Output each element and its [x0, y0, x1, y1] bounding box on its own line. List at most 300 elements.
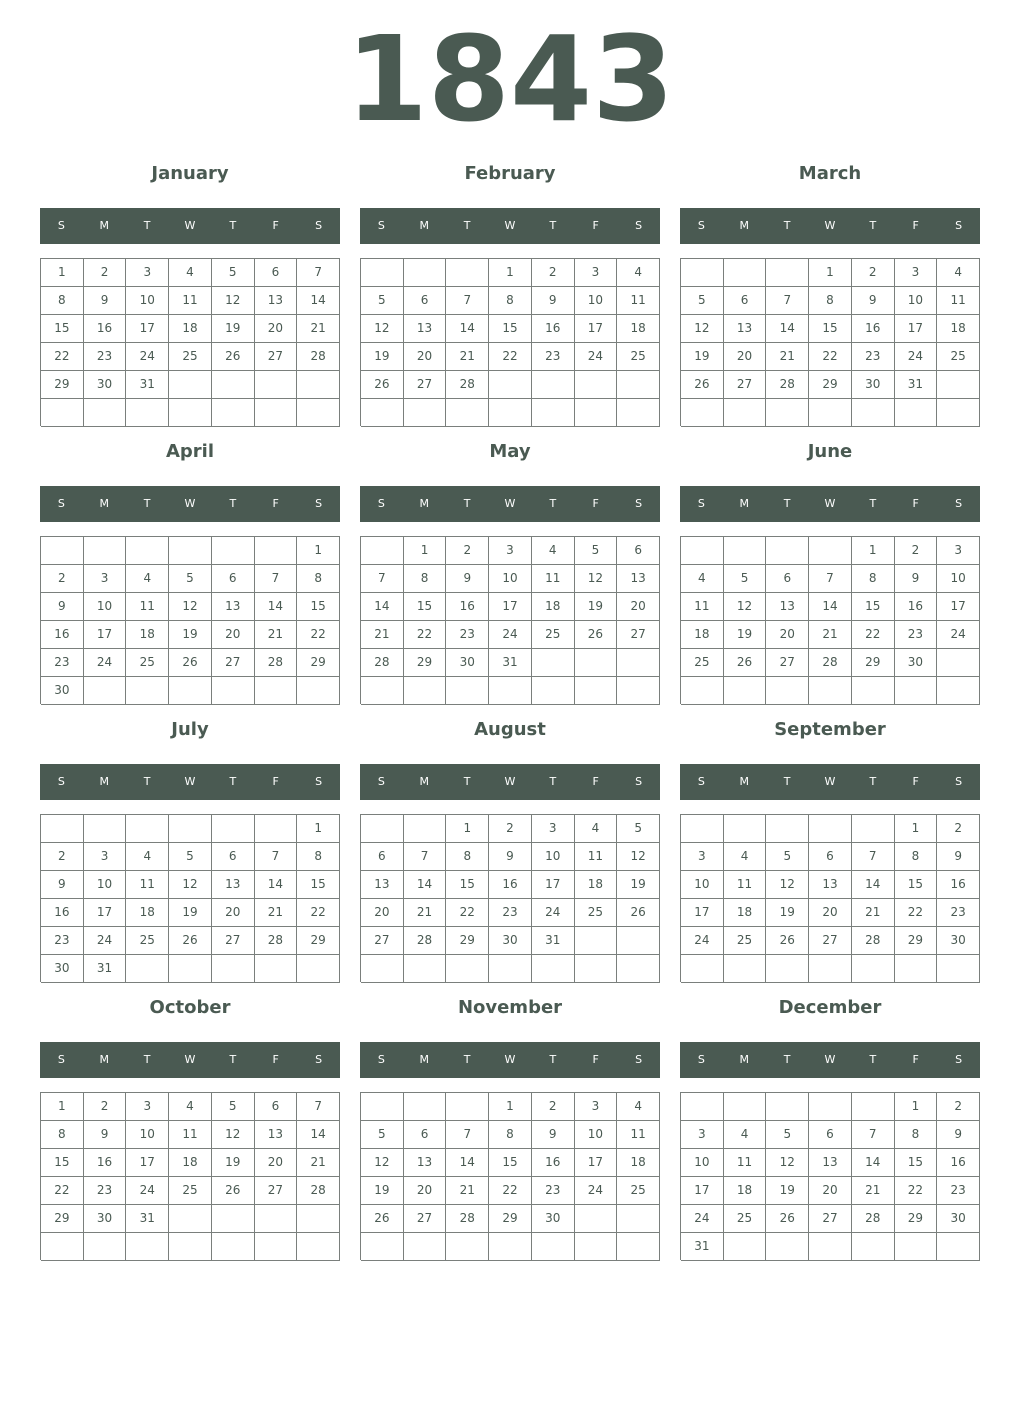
day-cell[interactable]: 4 — [126, 565, 169, 593]
day-cell[interactable]: 17 — [681, 1177, 724, 1205]
day-cell[interactable]: 21 — [404, 899, 447, 927]
day-cell[interactable]: 1 — [852, 537, 895, 565]
day-cell[interactable]: 23 — [937, 899, 980, 927]
day-cell[interactable]: 27 — [212, 927, 255, 955]
day-cell[interactable]: 27 — [212, 649, 255, 677]
day-cell[interactable]: 2 — [41, 565, 84, 593]
day-cell[interactable]: 6 — [212, 843, 255, 871]
day-cell[interactable]: 13 — [255, 1121, 298, 1149]
day-cell[interactable]: 5 — [766, 1121, 809, 1149]
day-cell[interactable]: 1 — [404, 537, 447, 565]
day-cell[interactable]: 30 — [895, 649, 938, 677]
day-cell[interactable]: 20 — [255, 1149, 298, 1177]
day-cell[interactable]: 3 — [681, 843, 724, 871]
day-cell[interactable]: 18 — [169, 1149, 212, 1177]
day-cell[interactable]: 7 — [852, 1121, 895, 1149]
day-cell[interactable]: 13 — [404, 315, 447, 343]
day-cell[interactable]: 22 — [41, 1177, 84, 1205]
day-cell[interactable]: 4 — [937, 259, 980, 287]
day-cell[interactable]: 25 — [575, 899, 618, 927]
day-cell[interactable]: 18 — [681, 621, 724, 649]
day-cell[interactable]: 6 — [724, 287, 767, 315]
day-cell[interactable]: 28 — [446, 1205, 489, 1233]
day-cell[interactable]: 23 — [895, 621, 938, 649]
day-cell[interactable]: 5 — [681, 287, 724, 315]
day-cell[interactable]: 10 — [937, 565, 980, 593]
day-cell[interactable]: 7 — [297, 1093, 340, 1121]
day-cell[interactable]: 8 — [297, 565, 340, 593]
day-cell[interactable]: 17 — [126, 315, 169, 343]
day-cell[interactable]: 8 — [297, 843, 340, 871]
day-cell[interactable]: 5 — [361, 1121, 404, 1149]
day-cell[interactable]: 18 — [532, 593, 575, 621]
day-cell[interactable]: 4 — [617, 1093, 660, 1121]
day-cell[interactable]: 24 — [126, 1177, 169, 1205]
day-cell[interactable]: 25 — [617, 1177, 660, 1205]
day-cell[interactable]: 7 — [255, 843, 298, 871]
day-cell[interactable]: 5 — [212, 1093, 255, 1121]
day-cell[interactable]: 28 — [809, 649, 852, 677]
day-cell[interactable]: 7 — [446, 1121, 489, 1149]
day-cell[interactable]: 11 — [575, 843, 618, 871]
day-cell[interactable]: 19 — [724, 621, 767, 649]
day-cell[interactable]: 6 — [404, 287, 447, 315]
day-cell[interactable]: 6 — [809, 1121, 852, 1149]
day-cell[interactable]: 31 — [681, 1233, 724, 1261]
day-cell[interactable]: 28 — [361, 649, 404, 677]
day-cell[interactable]: 1 — [809, 259, 852, 287]
day-cell[interactable]: 1 — [297, 537, 340, 565]
day-cell[interactable]: 14 — [255, 871, 298, 899]
day-cell[interactable]: 10 — [681, 1149, 724, 1177]
day-cell[interactable]: 26 — [575, 621, 618, 649]
day-cell[interactable]: 10 — [895, 287, 938, 315]
day-cell[interactable]: 9 — [895, 565, 938, 593]
day-cell[interactable]: 12 — [361, 1149, 404, 1177]
day-cell[interactable]: 3 — [532, 815, 575, 843]
day-cell[interactable]: 14 — [809, 593, 852, 621]
day-cell[interactable]: 5 — [724, 565, 767, 593]
day-cell[interactable]: 3 — [575, 1093, 618, 1121]
day-cell[interactable]: 8 — [404, 565, 447, 593]
day-cell[interactable]: 30 — [937, 927, 980, 955]
day-cell[interactable]: 14 — [446, 315, 489, 343]
day-cell[interactable]: 15 — [809, 315, 852, 343]
day-cell[interactable]: 15 — [41, 1149, 84, 1177]
day-cell[interactable]: 20 — [809, 899, 852, 927]
day-cell[interactable]: 15 — [852, 593, 895, 621]
day-cell[interactable]: 7 — [404, 843, 447, 871]
day-cell[interactable]: 27 — [809, 1205, 852, 1233]
day-cell[interactable]: 21 — [766, 343, 809, 371]
day-cell[interactable]: 24 — [126, 343, 169, 371]
day-cell[interactable]: 17 — [895, 315, 938, 343]
day-cell[interactable]: 20 — [404, 343, 447, 371]
day-cell[interactable]: 26 — [169, 649, 212, 677]
day-cell[interactable]: 8 — [895, 1121, 938, 1149]
day-cell[interactable]: 8 — [895, 843, 938, 871]
day-cell[interactable]: 9 — [84, 287, 127, 315]
day-cell[interactable]: 18 — [126, 621, 169, 649]
day-cell[interactable]: 23 — [937, 1177, 980, 1205]
day-cell[interactable]: 27 — [404, 371, 447, 399]
day-cell[interactable]: 13 — [255, 287, 298, 315]
day-cell[interactable]: 28 — [297, 1177, 340, 1205]
day-cell[interactable]: 18 — [724, 899, 767, 927]
day-cell[interactable]: 8 — [489, 1121, 532, 1149]
day-cell[interactable]: 21 — [852, 899, 895, 927]
day-cell[interactable]: 20 — [212, 899, 255, 927]
day-cell[interactable]: 24 — [575, 1177, 618, 1205]
day-cell[interactable]: 27 — [766, 649, 809, 677]
day-cell[interactable]: 26 — [212, 343, 255, 371]
day-cell[interactable]: 28 — [404, 927, 447, 955]
day-cell[interactable]: 10 — [84, 593, 127, 621]
day-cell[interactable]: 24 — [84, 927, 127, 955]
day-cell[interactable]: 26 — [766, 927, 809, 955]
day-cell[interactable]: 17 — [532, 871, 575, 899]
day-cell[interactable]: 12 — [169, 871, 212, 899]
day-cell[interactable]: 9 — [532, 1121, 575, 1149]
day-cell[interactable]: 11 — [169, 287, 212, 315]
day-cell[interactable]: 30 — [446, 649, 489, 677]
day-cell[interactable]: 21 — [852, 1177, 895, 1205]
day-cell[interactable]: 9 — [41, 871, 84, 899]
day-cell[interactable]: 24 — [489, 621, 532, 649]
day-cell[interactable]: 25 — [681, 649, 724, 677]
day-cell[interactable]: 13 — [212, 871, 255, 899]
day-cell[interactable]: 9 — [532, 287, 575, 315]
day-cell[interactable]: 17 — [937, 593, 980, 621]
day-cell[interactable]: 23 — [41, 649, 84, 677]
day-cell[interactable]: 6 — [404, 1121, 447, 1149]
day-cell[interactable]: 12 — [617, 843, 660, 871]
day-cell[interactable]: 9 — [84, 1121, 127, 1149]
day-cell[interactable]: 10 — [532, 843, 575, 871]
day-cell[interactable]: 2 — [532, 1093, 575, 1121]
day-cell[interactable]: 6 — [766, 565, 809, 593]
day-cell[interactable]: 21 — [297, 315, 340, 343]
day-cell[interactable]: 26 — [724, 649, 767, 677]
day-cell[interactable]: 25 — [169, 343, 212, 371]
day-cell[interactable]: 4 — [169, 1093, 212, 1121]
day-cell[interactable]: 3 — [84, 843, 127, 871]
day-cell[interactable]: 6 — [361, 843, 404, 871]
day-cell[interactable]: 30 — [937, 1205, 980, 1233]
day-cell[interactable]: 16 — [84, 315, 127, 343]
day-cell[interactable]: 11 — [169, 1121, 212, 1149]
day-cell[interactable]: 22 — [489, 343, 532, 371]
day-cell[interactable]: 1 — [489, 259, 532, 287]
day-cell[interactable]: 29 — [895, 927, 938, 955]
day-cell[interactable]: 8 — [852, 565, 895, 593]
day-cell[interactable]: 24 — [681, 1205, 724, 1233]
day-cell[interactable]: 1 — [489, 1093, 532, 1121]
day-cell[interactable]: 19 — [766, 1177, 809, 1205]
day-cell[interactable]: 3 — [575, 259, 618, 287]
day-cell[interactable]: 14 — [255, 593, 298, 621]
day-cell[interactable]: 1 — [297, 815, 340, 843]
day-cell[interactable]: 16 — [852, 315, 895, 343]
day-cell[interactable]: 10 — [126, 287, 169, 315]
day-cell[interactable]: 4 — [681, 565, 724, 593]
day-cell[interactable]: 19 — [169, 899, 212, 927]
day-cell[interactable]: 15 — [446, 871, 489, 899]
day-cell[interactable]: 27 — [809, 927, 852, 955]
day-cell[interactable]: 26 — [169, 927, 212, 955]
day-cell[interactable]: 9 — [489, 843, 532, 871]
day-cell[interactable]: 27 — [255, 1177, 298, 1205]
day-cell[interactable]: 21 — [255, 621, 298, 649]
day-cell[interactable]: 15 — [297, 593, 340, 621]
day-cell[interactable]: 3 — [84, 565, 127, 593]
day-cell[interactable]: 17 — [575, 315, 618, 343]
day-cell[interactable]: 25 — [617, 343, 660, 371]
day-cell[interactable]: 5 — [212, 259, 255, 287]
day-cell[interactable]: 15 — [404, 593, 447, 621]
day-cell[interactable]: 7 — [446, 287, 489, 315]
day-cell[interactable]: 29 — [404, 649, 447, 677]
day-cell[interactable]: 16 — [84, 1149, 127, 1177]
day-cell[interactable]: 22 — [895, 1177, 938, 1205]
day-cell[interactable]: 14 — [361, 593, 404, 621]
day-cell[interactable]: 1 — [895, 815, 938, 843]
day-cell[interactable]: 2 — [489, 815, 532, 843]
day-cell[interactable]: 2 — [41, 843, 84, 871]
day-cell[interactable]: 20 — [255, 315, 298, 343]
day-cell[interactable]: 11 — [937, 287, 980, 315]
day-cell[interactable]: 4 — [617, 259, 660, 287]
day-cell[interactable]: 15 — [297, 871, 340, 899]
day-cell[interactable]: 16 — [532, 315, 575, 343]
day-cell[interactable]: 2 — [84, 1093, 127, 1121]
day-cell[interactable]: 26 — [212, 1177, 255, 1205]
day-cell[interactable]: 13 — [617, 565, 660, 593]
day-cell[interactable]: 18 — [575, 871, 618, 899]
day-cell[interactable]: 11 — [126, 871, 169, 899]
day-cell[interactable]: 5 — [575, 537, 618, 565]
day-cell[interactable]: 23 — [84, 1177, 127, 1205]
day-cell[interactable]: 19 — [617, 871, 660, 899]
day-cell[interactable]: 11 — [126, 593, 169, 621]
day-cell[interactable]: 9 — [446, 565, 489, 593]
day-cell[interactable]: 8 — [41, 1121, 84, 1149]
day-cell[interactable]: 5 — [169, 843, 212, 871]
day-cell[interactable]: 29 — [489, 1205, 532, 1233]
day-cell[interactable]: 5 — [766, 843, 809, 871]
day-cell[interactable]: 13 — [404, 1149, 447, 1177]
day-cell[interactable]: 4 — [724, 843, 767, 871]
day-cell[interactable]: 6 — [255, 259, 298, 287]
day-cell[interactable]: 17 — [84, 621, 127, 649]
day-cell[interactable]: 24 — [84, 649, 127, 677]
day-cell[interactable]: 20 — [617, 593, 660, 621]
day-cell[interactable]: 14 — [852, 871, 895, 899]
day-cell[interactable]: 7 — [255, 565, 298, 593]
day-cell[interactable]: 31 — [84, 955, 127, 983]
day-cell[interactable]: 22 — [489, 1177, 532, 1205]
day-cell[interactable]: 25 — [937, 343, 980, 371]
day-cell[interactable]: 5 — [361, 287, 404, 315]
day-cell[interactable]: 23 — [489, 899, 532, 927]
day-cell[interactable]: 4 — [724, 1121, 767, 1149]
day-cell[interactable]: 17 — [575, 1149, 618, 1177]
day-cell[interactable]: 29 — [446, 927, 489, 955]
day-cell[interactable]: 23 — [532, 343, 575, 371]
day-cell[interactable]: 20 — [404, 1177, 447, 1205]
day-cell[interactable]: 31 — [532, 927, 575, 955]
day-cell[interactable]: 30 — [532, 1205, 575, 1233]
day-cell[interactable]: 17 — [84, 899, 127, 927]
day-cell[interactable]: 14 — [404, 871, 447, 899]
day-cell[interactable]: 13 — [361, 871, 404, 899]
day-cell[interactable]: 21 — [809, 621, 852, 649]
day-cell[interactable]: 25 — [724, 927, 767, 955]
day-cell[interactable]: 6 — [212, 565, 255, 593]
day-cell[interactable]: 26 — [681, 371, 724, 399]
day-cell[interactable]: 25 — [169, 1177, 212, 1205]
day-cell[interactable]: 25 — [126, 927, 169, 955]
day-cell[interactable]: 15 — [489, 1149, 532, 1177]
day-cell[interactable]: 2 — [446, 537, 489, 565]
day-cell[interactable]: 11 — [532, 565, 575, 593]
day-cell[interactable]: 2 — [937, 815, 980, 843]
day-cell[interactable]: 18 — [169, 315, 212, 343]
day-cell[interactable]: 1 — [446, 815, 489, 843]
day-cell[interactable]: 19 — [681, 343, 724, 371]
day-cell[interactable]: 16 — [532, 1149, 575, 1177]
day-cell[interactable]: 26 — [766, 1205, 809, 1233]
day-cell[interactable]: 6 — [809, 843, 852, 871]
day-cell[interactable]: 23 — [41, 927, 84, 955]
day-cell[interactable]: 19 — [766, 899, 809, 927]
day-cell[interactable]: 19 — [575, 593, 618, 621]
day-cell[interactable]: 16 — [41, 899, 84, 927]
day-cell[interactable]: 12 — [212, 287, 255, 315]
day-cell[interactable]: 28 — [297, 343, 340, 371]
day-cell[interactable]: 14 — [852, 1149, 895, 1177]
day-cell[interactable]: 19 — [212, 1149, 255, 1177]
day-cell[interactable]: 23 — [84, 343, 127, 371]
day-cell[interactable]: 1 — [41, 1093, 84, 1121]
day-cell[interactable]: 19 — [212, 315, 255, 343]
day-cell[interactable]: 23 — [852, 343, 895, 371]
day-cell[interactable]: 16 — [489, 871, 532, 899]
day-cell[interactable]: 9 — [937, 843, 980, 871]
day-cell[interactable]: 7 — [852, 843, 895, 871]
day-cell[interactable]: 12 — [361, 315, 404, 343]
day-cell[interactable]: 11 — [681, 593, 724, 621]
day-cell[interactable]: 22 — [297, 621, 340, 649]
day-cell[interactable]: 29 — [809, 371, 852, 399]
day-cell[interactable]: 26 — [361, 1205, 404, 1233]
day-cell[interactable]: 29 — [895, 1205, 938, 1233]
day-cell[interactable]: 6 — [255, 1093, 298, 1121]
day-cell[interactable]: 8 — [809, 287, 852, 315]
day-cell[interactable]: 3 — [126, 1093, 169, 1121]
day-cell[interactable]: 31 — [126, 371, 169, 399]
day-cell[interactable]: 29 — [297, 927, 340, 955]
day-cell[interactable]: 20 — [766, 621, 809, 649]
day-cell[interactable]: 28 — [446, 371, 489, 399]
day-cell[interactable]: 8 — [41, 287, 84, 315]
day-cell[interactable]: 24 — [575, 343, 618, 371]
day-cell[interactable]: 12 — [169, 593, 212, 621]
day-cell[interactable]: 29 — [41, 371, 84, 399]
day-cell[interactable]: 15 — [895, 1149, 938, 1177]
day-cell[interactable]: 22 — [809, 343, 852, 371]
day-cell[interactable]: 25 — [532, 621, 575, 649]
day-cell[interactable]: 9 — [852, 287, 895, 315]
day-cell[interactable]: 12 — [766, 1149, 809, 1177]
day-cell[interactable]: 12 — [724, 593, 767, 621]
day-cell[interactable]: 16 — [937, 1149, 980, 1177]
day-cell[interactable]: 31 — [489, 649, 532, 677]
day-cell[interactable]: 28 — [255, 927, 298, 955]
day-cell[interactable]: 27 — [724, 371, 767, 399]
day-cell[interactable]: 22 — [852, 621, 895, 649]
day-cell[interactable]: 3 — [895, 259, 938, 287]
day-cell[interactable]: 26 — [617, 899, 660, 927]
day-cell[interactable]: 4 — [575, 815, 618, 843]
day-cell[interactable]: 1 — [895, 1093, 938, 1121]
day-cell[interactable]: 7 — [766, 287, 809, 315]
day-cell[interactable]: 11 — [617, 1121, 660, 1149]
day-cell[interactable]: 27 — [617, 621, 660, 649]
day-cell[interactable]: 17 — [489, 593, 532, 621]
day-cell[interactable]: 21 — [361, 621, 404, 649]
day-cell[interactable]: 12 — [212, 1121, 255, 1149]
day-cell[interactable]: 29 — [297, 649, 340, 677]
day-cell[interactable]: 15 — [489, 315, 532, 343]
day-cell[interactable]: 20 — [361, 899, 404, 927]
day-cell[interactable]: 13 — [809, 871, 852, 899]
day-cell[interactable]: 21 — [255, 899, 298, 927]
day-cell[interactable]: 24 — [895, 343, 938, 371]
day-cell[interactable]: 16 — [895, 593, 938, 621]
day-cell[interactable]: 28 — [255, 649, 298, 677]
day-cell[interactable]: 19 — [169, 621, 212, 649]
day-cell[interactable]: 30 — [84, 1205, 127, 1233]
day-cell[interactable]: 19 — [361, 343, 404, 371]
day-cell[interactable]: 25 — [126, 649, 169, 677]
day-cell[interactable]: 13 — [724, 315, 767, 343]
day-cell[interactable]: 18 — [724, 1177, 767, 1205]
day-cell[interactable]: 9 — [41, 593, 84, 621]
day-cell[interactable]: 13 — [212, 593, 255, 621]
day-cell[interactable]: 15 — [41, 315, 84, 343]
day-cell[interactable]: 24 — [532, 899, 575, 927]
day-cell[interactable]: 2 — [895, 537, 938, 565]
day-cell[interactable]: 8 — [489, 287, 532, 315]
day-cell[interactable]: 10 — [575, 1121, 618, 1149]
day-cell[interactable]: 20 — [212, 621, 255, 649]
day-cell[interactable]: 30 — [489, 927, 532, 955]
day-cell[interactable]: 16 — [446, 593, 489, 621]
day-cell[interactable]: 28 — [766, 371, 809, 399]
day-cell[interactable]: 3 — [126, 259, 169, 287]
day-cell[interactable]: 21 — [446, 343, 489, 371]
day-cell[interactable]: 7 — [361, 565, 404, 593]
day-cell[interactable]: 31 — [895, 371, 938, 399]
day-cell[interactable]: 22 — [41, 343, 84, 371]
day-cell[interactable]: 17 — [126, 1149, 169, 1177]
day-cell[interactable]: 13 — [766, 593, 809, 621]
day-cell[interactable]: 16 — [41, 621, 84, 649]
day-cell[interactable]: 14 — [297, 287, 340, 315]
day-cell[interactable]: 22 — [895, 899, 938, 927]
day-cell[interactable]: 30 — [84, 371, 127, 399]
